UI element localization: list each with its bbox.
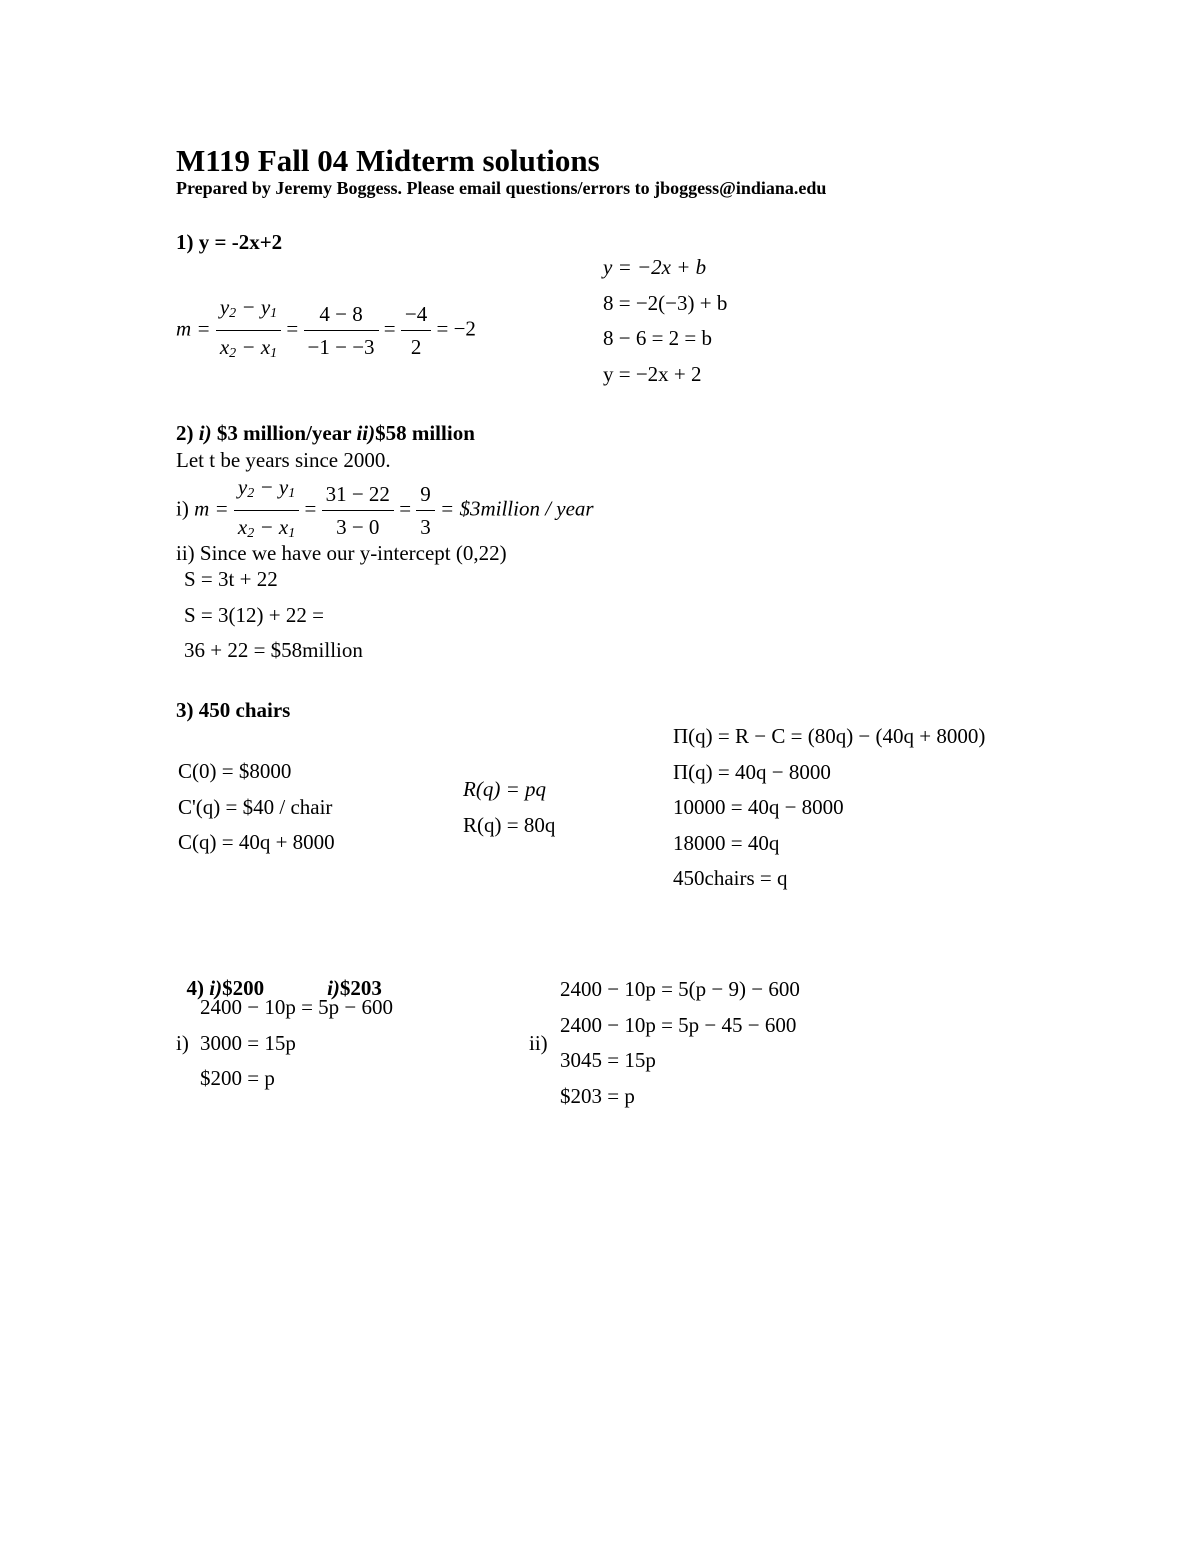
problem-3-heading: 3) 450 chairs bbox=[176, 698, 291, 722]
problem-3-cost: C(0) = $8000 C'(q) = $40 / chair C(q) = 40q + 8000 bbox=[178, 759, 335, 854]
problem-4-part-ii-label: ii) bbox=[529, 1031, 548, 1055]
problem-2-work: S = 3t + 22 S = 3(12) + 22 = 36 + 22 = $58million bbox=[184, 567, 363, 662]
problem-4-part-i: 2400 − 10p = 5p − 600 3000 = 15p $200 = p bbox=[200, 995, 394, 1090]
problem-2-note: Let t be years since 2000. bbox=[176, 448, 391, 472]
problem-4-heading: 4) i)$200 i)$203 bbox=[186, 976, 382, 1000]
problem-1-intercept-work: y = −2x + b 8 = −2(−3) + b 8 − 6 = 2 = b y = −2x + 2 bbox=[603, 255, 728, 386]
page-title: M119 Fall 04 Midterm solutions bbox=[176, 143, 600, 178]
problem-4-part-i-label: i) bbox=[176, 1031, 189, 1055]
problem-4-part-ii: 2400 − 10p = 5(p − 9) − 600 2400 − 10p = 5p − 45 − 600 3045 = 15p $203 = p bbox=[560, 977, 800, 1108]
problem-3-profit: Π(q) = R − C = (80q) − (40q + 8000) Π(q) = 40q − 8000 10000 = 40q − 8000 18000 = 40q 450chairs = q bbox=[673, 724, 986, 890]
problem-1-slope: m = $\frac{y_2 - y_1}{x_2 - x_1}$ = $\frac{4 - 8}{-1 - -3}$ = $\frac{-4}{2}$ = −2 bbox=[176, 292, 476, 369]
problem-3-revenue: R(q) = pq R(q) = 80q bbox=[463, 777, 556, 837]
problem-2-heading: 2) i) $3 million/year ii)$58 million bbox=[176, 421, 475, 445]
problem-1-heading: 1) y = -2x+2 bbox=[176, 230, 283, 254]
problem-2-slope: i) m = $\frac{y_2 - y_1}{x_2 - x_1}$ = $\frac{31 - 22}{3 - 0}$ = $\frac{9}{3}$ = $3million / year bbox=[176, 472, 594, 549]
page-subtitle: Prepared by Jeremy Boggess. Please email questions/errors to jboggess@indiana.edu bbox=[176, 178, 827, 198]
problem-2-part-ii: ii) Since we have our y-intercept (0,22) bbox=[176, 541, 507, 565]
